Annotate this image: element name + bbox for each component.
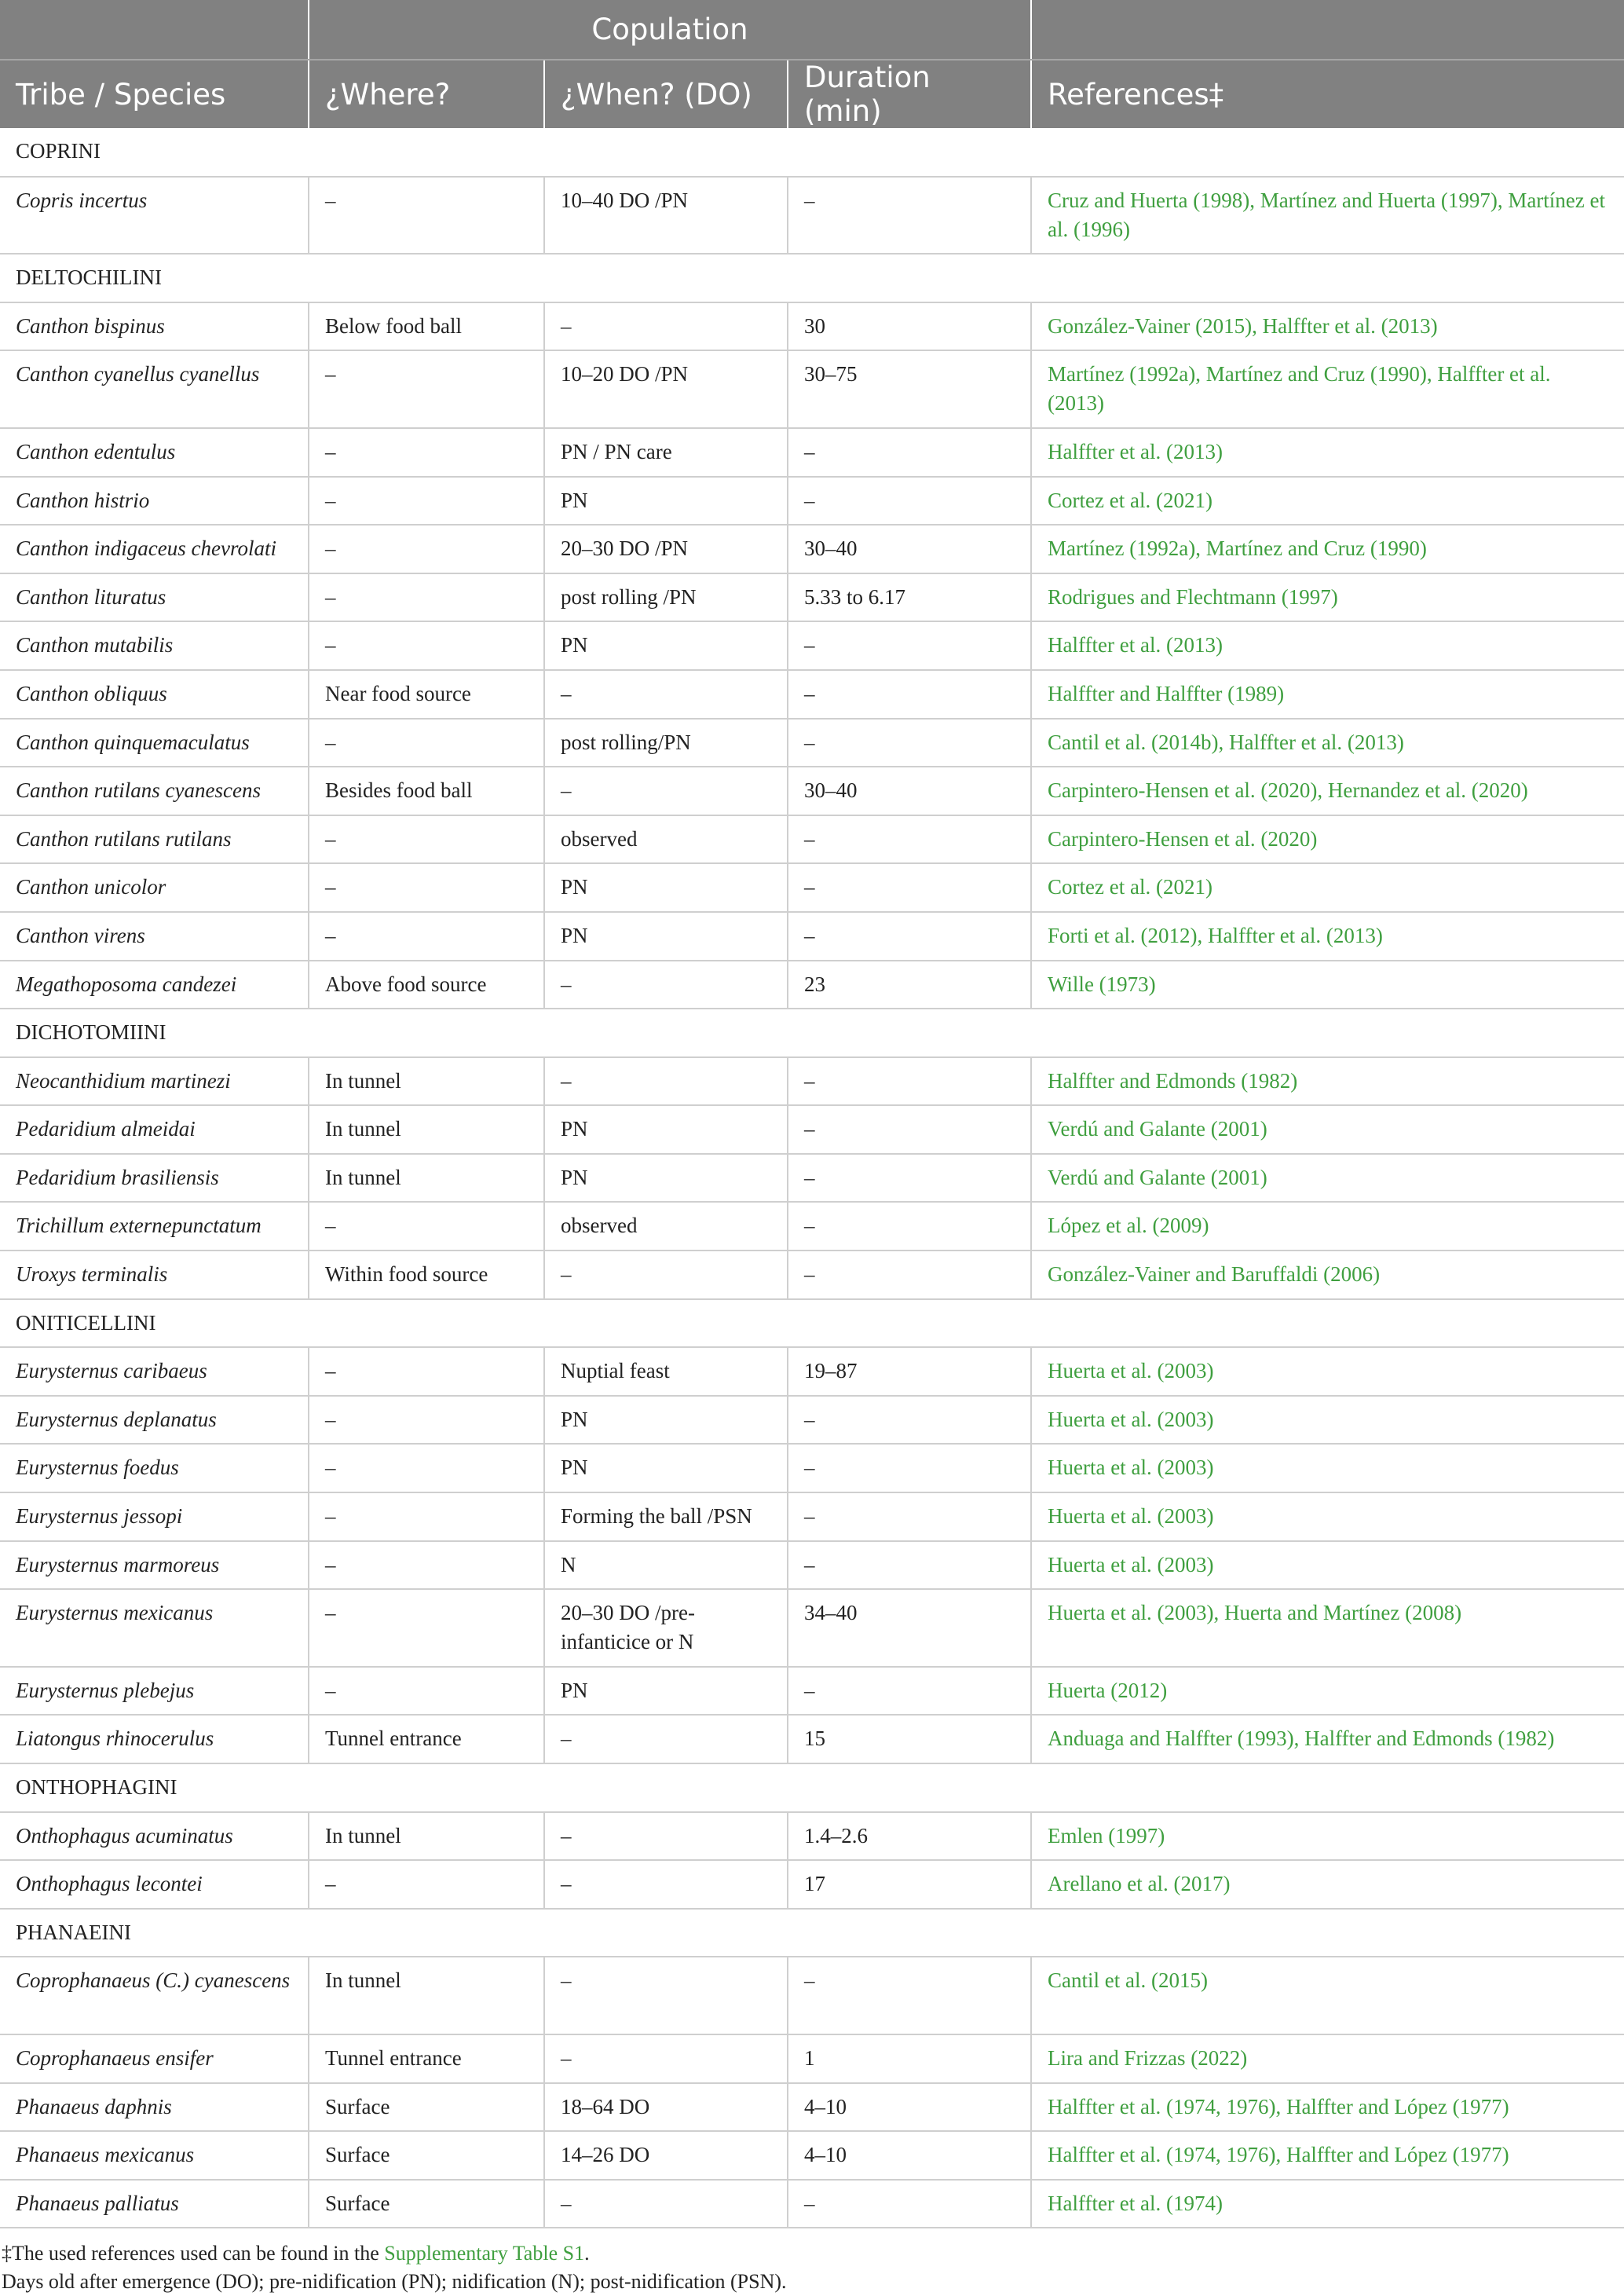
when-cell: – [544,767,788,815]
references-cell: Arellano et al. (2017) [1031,1860,1624,1909]
where-cell: – [309,1541,544,1590]
duration-cell: – [788,1396,1031,1445]
where-cell: – [309,525,544,573]
species-cell: Neocanthidium martinezi [0,1057,309,1106]
species-cell: Eurysternus marmoreus [0,1541,309,1590]
table-row [0,1812,1624,1861]
header-blank-cell [0,0,309,60]
table-row [0,1105,1624,1154]
species-cell: Canthon edentulus [0,428,309,477]
table-row [0,961,1624,1009]
table-row [0,2083,1624,2132]
references-cell: Martínez (1992a), Martínez and Cruz (1990) [1031,525,1624,573]
references-cell: Cortez et al. (2021) [1031,477,1624,525]
references-cell: Anduaga and Halffter (1993), Halffter and Edmonds (1982) [1031,1715,1624,1763]
where-cell: – [309,1396,544,1445]
species-cell: Coprophanaeus (C.) cyanescens [0,1957,309,2034]
when-cell: – [544,302,788,351]
when-cell: 14–26 DO [544,2131,788,2180]
when-cell: post rolling/PN [544,719,788,767]
references-cell: Cantil et al. (2015) [1031,1957,1624,2034]
tribe-row [0,128,1624,177]
duration-cell: 19–87 [788,1347,1031,1396]
species-cell: Canthon mutabilis [0,621,309,670]
duration-cell: – [788,477,1031,525]
where-cell: Surface [309,2131,544,2180]
duration-cell: – [788,863,1031,912]
when-cell: PN [544,1396,788,1445]
when-cell: 20–30 DO /PN [544,525,788,573]
table-row [0,525,1624,573]
species-cell: Onthophagus acuminatus [0,1812,309,1861]
species-cell: Coprophanaeus ensifer [0,2034,309,2083]
table-row [0,1667,1624,1716]
tribe-label: ONITICELLINI [0,1299,1624,1348]
footnote-references [0,2239,1624,2268]
references-cell: Martínez (1992a), Martínez and Cruz (1990), Halffter et al. (2013) [1031,350,1624,428]
when-cell: PN [544,477,788,525]
where-cell: Tunnel entrance [309,2034,544,2083]
column-header-where: ¿Where? [309,60,544,128]
table-row [0,863,1624,912]
duration-cell: – [788,1492,1031,1541]
when-cell: 10–20 DO /PN [544,350,788,428]
table-row [0,670,1624,719]
species-cell: Canthon rutilans rutilans [0,815,309,864]
when-cell: – [544,1860,788,1909]
table-row [0,350,1624,428]
references-cell: López et al. (2009) [1031,1202,1624,1251]
when-cell: PN [544,912,788,961]
table-row [0,1860,1624,1909]
when-cell: – [544,2180,788,2228]
when-cell: PN [544,1105,788,1154]
duration-cell: – [788,670,1031,719]
where-cell: – [309,1202,544,1251]
table-row [0,815,1624,864]
when-cell: 20–30 DO /pre-infanticice or N [544,1589,788,1667]
duration-cell: – [788,1957,1031,2034]
where-cell: Surface [309,2180,544,2228]
when-cell: PN [544,1667,788,1716]
where-cell: – [309,1444,544,1492]
where-cell: Below food ball [309,302,544,351]
species-cell: Eurysternus caribaeus [0,1347,309,1396]
when-cell: – [544,2034,788,2083]
where-cell: In tunnel [309,1154,544,1203]
duration-cell: – [788,1057,1031,1106]
species-cell: Megathoposoma candezei [0,961,309,1009]
species-cell: Liatongus rhinocerulus [0,1715,309,1763]
when-cell: N [544,1541,788,1590]
where-cell: – [309,1492,544,1541]
tribe-label: COPRINI [0,128,1624,177]
references-cell: Huerta et al. (2003) [1031,1492,1624,1541]
references-cell: Lira and Frizzas (2022) [1031,2034,1624,2083]
header-group-copulation: Copulation [309,0,1031,60]
where-cell: – [309,1667,544,1716]
table-row [0,1202,1624,1251]
where-cell: – [309,428,544,477]
when-cell: – [544,1251,788,1299]
where-cell: – [309,177,544,255]
table-row [0,302,1624,351]
duration-cell: – [788,428,1031,477]
duration-cell: – [788,1667,1031,1716]
where-cell: – [309,573,544,622]
table-row [0,1492,1624,1541]
table-row [0,177,1624,255]
references-cell: Halffter and Edmonds (1982) [1031,1057,1624,1106]
column-header-when: ¿When? (DO) [544,60,788,128]
when-cell: 18–64 DO [544,2083,788,2132]
when-cell: – [544,1812,788,1861]
species-cell: Phanaeus daphnis [0,2083,309,2132]
table-row [0,767,1624,815]
tribe-row [0,1299,1624,1348]
references-cell: Huerta et al. (2003) [1031,1444,1624,1492]
references-cell: Huerta et al. (2003) [1031,1541,1624,1590]
duration-cell: – [788,1541,1031,1590]
duration-cell: 15 [788,1715,1031,1763]
duration-cell: – [788,719,1031,767]
where-cell: – [309,477,544,525]
duration-cell: 23 [788,961,1031,1009]
duration-cell: 4–10 [788,2131,1031,2180]
references-cell: Halffter et al. (1974) [1031,2180,1624,2228]
table-row [0,1444,1624,1492]
footnotes [0,2239,1624,2296]
species-cell: Eurysternus plebejus [0,1667,309,1716]
duration-cell: – [788,177,1031,255]
where-cell: – [309,863,544,912]
table-row [0,719,1624,767]
species-cell: Canthon indigaceus chevrolati [0,525,309,573]
tribe-row [0,1909,1624,1957]
table-row [0,1589,1624,1667]
table-row [0,477,1624,525]
duration-cell: – [788,1154,1031,1203]
duration-cell: 30–75 [788,350,1031,428]
references-cell: Huerta et al. (2003) [1031,1347,1624,1396]
footnote-abbreviations: Days old after emergence (DO); pre-nidification (PN); nidification (N); post-nidification (PSN). [2,2270,787,2294]
where-cell: Above food source [309,961,544,1009]
species-cell: Canthon virens [0,912,309,961]
where-cell: Within food source [309,1251,544,1299]
references-cell: Verdú and Galante (2001) [1031,1105,1624,1154]
where-cell: – [309,912,544,961]
duration-cell: 5.33 to 6.17 [788,573,1031,622]
table-row [0,912,1624,961]
duration-cell: 30–40 [788,767,1031,815]
references-cell: Halffter et al. (2013) [1031,621,1624,670]
species-cell: Uroxys terminalis [0,1251,309,1299]
species-cell: Canthon histrio [0,477,309,525]
where-cell: – [309,1347,544,1396]
footnote-references-prefix: ‡The used references used can be found in the [2,2242,385,2265]
where-cell: In tunnel [309,1812,544,1861]
table-row [0,1957,1624,2034]
where-cell: – [309,815,544,864]
species-cell: Copris incertus [0,177,309,255]
references-cell: Carpintero-Hensen et al. (2020), Hernandez et al. (2020) [1031,767,1624,815]
when-cell: – [544,670,788,719]
where-cell: – [309,1589,544,1667]
where-cell: In tunnel [309,1057,544,1106]
references-cell: Halffter et al. (1974, 1976), Halffter and López (1977) [1031,2131,1624,2180]
species-cell: Eurysternus mexicanus [0,1589,309,1667]
where-cell: Besides food ball [309,767,544,815]
when-cell: observed [544,1202,788,1251]
table-row [0,1347,1624,1396]
when-cell: PN [544,621,788,670]
when-cell: observed [544,815,788,864]
species-cell: Canthon quinquemaculatus [0,719,309,767]
header-blank-cell [1031,0,1624,60]
when-cell: PN [544,1154,788,1203]
table-row [0,1541,1624,1590]
species-cell: Canthon cyanellus cyanellus [0,350,309,428]
references-cell: Rodrigues and Flechtmann (1997) [1031,573,1624,622]
duration-cell: 4–10 [788,2083,1031,2132]
table-row [0,2034,1624,2083]
when-cell: PN [544,863,788,912]
references-cell: González-Vainer and Baruffaldi (2006) [1031,1251,1624,1299]
table-row [0,1154,1624,1203]
species-cell: Canthon obliquus [0,670,309,719]
column-header-species: Tribe / Species [0,60,309,128]
when-cell: 10–40 DO /PN [544,177,788,255]
duration-cell: – [788,912,1031,961]
tribe-row [0,254,1624,302]
where-cell: – [309,350,544,428]
species-cell: Eurysternus deplanatus [0,1396,309,1445]
species-cell: Phanaeus palliatus [0,2180,309,2228]
references-cell: Cantil et al. (2014b), Halffter et al. (2013) [1031,719,1624,767]
references-cell: Halffter and Halffter (1989) [1031,670,1624,719]
duration-cell: – [788,815,1031,864]
references-cell: Cortez et al. (2021) [1031,863,1624,912]
species-cell: Canthon rutilans cyanescens [0,767,309,815]
table-row [0,1396,1624,1445]
where-cell: Near food source [309,670,544,719]
table-header [0,0,1624,128]
references-cell: Huerta et al. (2003), Huerta and Martínez (2008) [1031,1589,1624,1667]
references-cell: Emlen (1997) [1031,1812,1624,1861]
where-cell: – [309,621,544,670]
where-cell: In tunnel [309,1957,544,2034]
duration-cell: – [788,2180,1031,2228]
duration-cell: – [788,621,1031,670]
when-cell: – [544,1057,788,1106]
when-cell: PN [544,1444,788,1492]
references-cell: Carpintero-Hensen et al. (2020) [1031,815,1624,864]
species-cell: Pedaridium almeidai [0,1105,309,1154]
species-cell: Canthon bispinus [0,302,309,351]
references-cell: Cruz and Huerta (1998), Martínez and Huerta (1997), Martínez et al. (1996) [1031,177,1624,255]
when-cell: Forming the ball /PSN [544,1492,788,1541]
references-cell: Verdú and Galante (2001) [1031,1154,1624,1203]
duration-cell: 17 [788,1860,1031,1909]
tribe-label: ONTHOPHAGINI [0,1763,1624,1812]
when-cell: – [544,1715,788,1763]
tribe-label: DICHOTOMIINI [0,1009,1624,1057]
when-cell: PN / PN care [544,428,788,477]
duration-cell: 34–40 [788,1589,1031,1667]
tribe-label: PHANAEINI [0,1909,1624,1957]
references-cell: Halffter et al. (2013) [1031,428,1624,477]
duration-cell: 30–40 [788,525,1031,573]
table-row [0,1057,1624,1106]
references-cell: Forti et al. (2012), Halffter et al. (2013) [1031,912,1624,961]
table-row [0,2131,1624,2180]
duration-cell: 1 [788,2034,1031,2083]
table-body [0,128,1624,2228]
table-row [0,621,1624,670]
where-cell: Tunnel entrance [309,1715,544,1763]
references-cell: Wille (1973) [1031,961,1624,1009]
when-cell: Nuptial feast [544,1347,788,1396]
species-cell: Canthon unicolor [0,863,309,912]
references-cell: González-Vainer (2015), Halffter et al. (2013) [1031,302,1624,351]
duration-cell: – [788,1251,1031,1299]
references-cell: Halffter et al. (1974, 1976), Halffter and López (1977) [1031,2083,1624,2132]
where-cell: Surface [309,2083,544,2132]
species-cell: Onthophagus lecontei [0,1860,309,1909]
when-cell: post rolling /PN [544,573,788,622]
table-row [0,1251,1624,1299]
table-row [0,573,1624,622]
duration-cell: – [788,1444,1031,1492]
column-header-duration: Duration (min) [788,60,1031,128]
duration-cell: 30 [788,302,1031,351]
column-header-references: References‡ [1031,60,1624,128]
table-row [0,2180,1624,2228]
where-cell: – [309,1860,544,1909]
tribe-row [0,1763,1624,1812]
species-cell: Eurysternus jessopi [0,1492,309,1541]
header-column-row [0,60,1624,128]
when-cell: – [544,1957,788,2034]
species-cell: Phanaeus mexicanus [0,2131,309,2180]
where-cell: – [309,719,544,767]
references-cell: Huerta et al. (2003) [1031,1396,1624,1445]
where-cell: In tunnel [309,1105,544,1154]
table-row [0,1715,1624,1763]
tribe-label: DELTOCHILINI [0,254,1624,302]
header-group-row [0,0,1624,60]
supplementary-table-link[interactable]: Supplementary Table S1 [384,2242,585,2265]
footnote-references-suffix: . [584,2242,590,2265]
duration-cell: 1.4–2.6 [788,1812,1031,1861]
table-row [0,428,1624,477]
species-cell: Canthon lituratus [0,573,309,622]
species-cell: Trichillum externepunctatum [0,1202,309,1251]
when-cell: – [544,961,788,1009]
tribe-row [0,1009,1624,1057]
species-cell: Pedaridium brasiliensis [0,1154,309,1203]
references-cell: Huerta (2012) [1031,1667,1624,1716]
species-cell: Eurysternus foedus [0,1444,309,1492]
duration-cell: – [788,1202,1031,1251]
duration-cell: – [788,1105,1031,1154]
